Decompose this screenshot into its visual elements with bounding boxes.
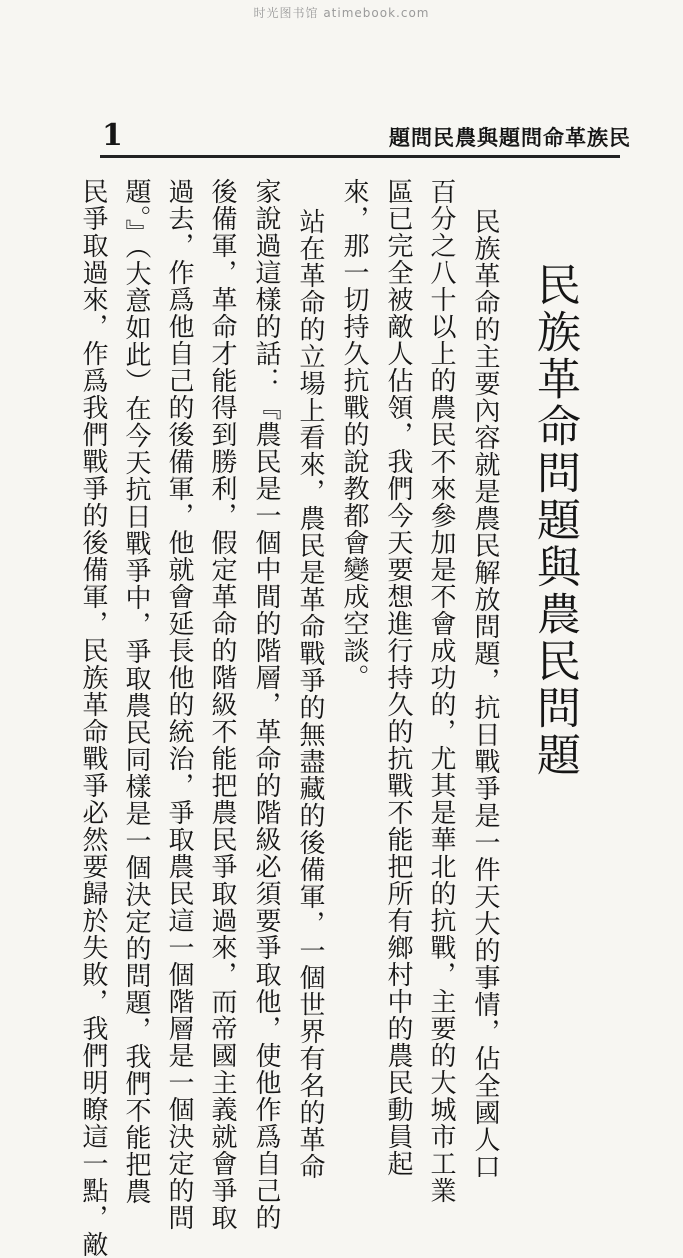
body-column: 來，那一切持久抗戰的說教都會變成空談。	[339, 178, 369, 691]
body-column: 站在革命的立場上看來，農民是革命戰爭的無盡藏的後備軍，一個世界有名的革命	[295, 208, 325, 1180]
body-column: 後備軍，革命才能得到勝利，假定革命的階級不能把農民爭取過來，而帝國主義就會爭取	[207, 178, 237, 1231]
page-number: 1	[102, 118, 123, 153]
body-column: 百分之八十以上的農民不來參加是不會成功的，尤其是華北的抗戰，主要的大城市工業	[426, 178, 456, 1204]
body-column: 過去，作爲他自己的後備軍，他就會延長他的統治，爭取農民這一個階層是一個決定的問	[164, 178, 194, 1231]
watermark: 时光图书馆 atimebook.com	[253, 6, 430, 20]
body-column: 題。』（大意如此）在今天抗日戰爭中，爭取農民同樣是一個決定的問題，我們不能把農	[121, 178, 151, 1205]
header-rule	[100, 155, 620, 158]
body-column: 家說過這樣的話：『農民是一個中間的階層，革命的階級必須要爭取他，使他作爲自己的	[251, 178, 281, 1231]
body-column: 民爭取過來，作爲我們戰爭的後備軍，民族革命戰爭必然要歸於失敗，我們明瞭這一點，敵	[78, 178, 108, 1258]
page-title: 民族革命問題與農民問題	[529, 262, 580, 779]
body-column: 區已完全被敵人佔領，我們今天要想進行持久的抗戰不能把所有鄉村中的農民動員起	[383, 178, 413, 1177]
running-head: 題問民農與題問命革族民	[389, 125, 631, 150]
body-column: 民族革命的主要內容就是農民解放問題，抗日戰爭是一件天大的事情，佔全國人口	[470, 208, 500, 1180]
